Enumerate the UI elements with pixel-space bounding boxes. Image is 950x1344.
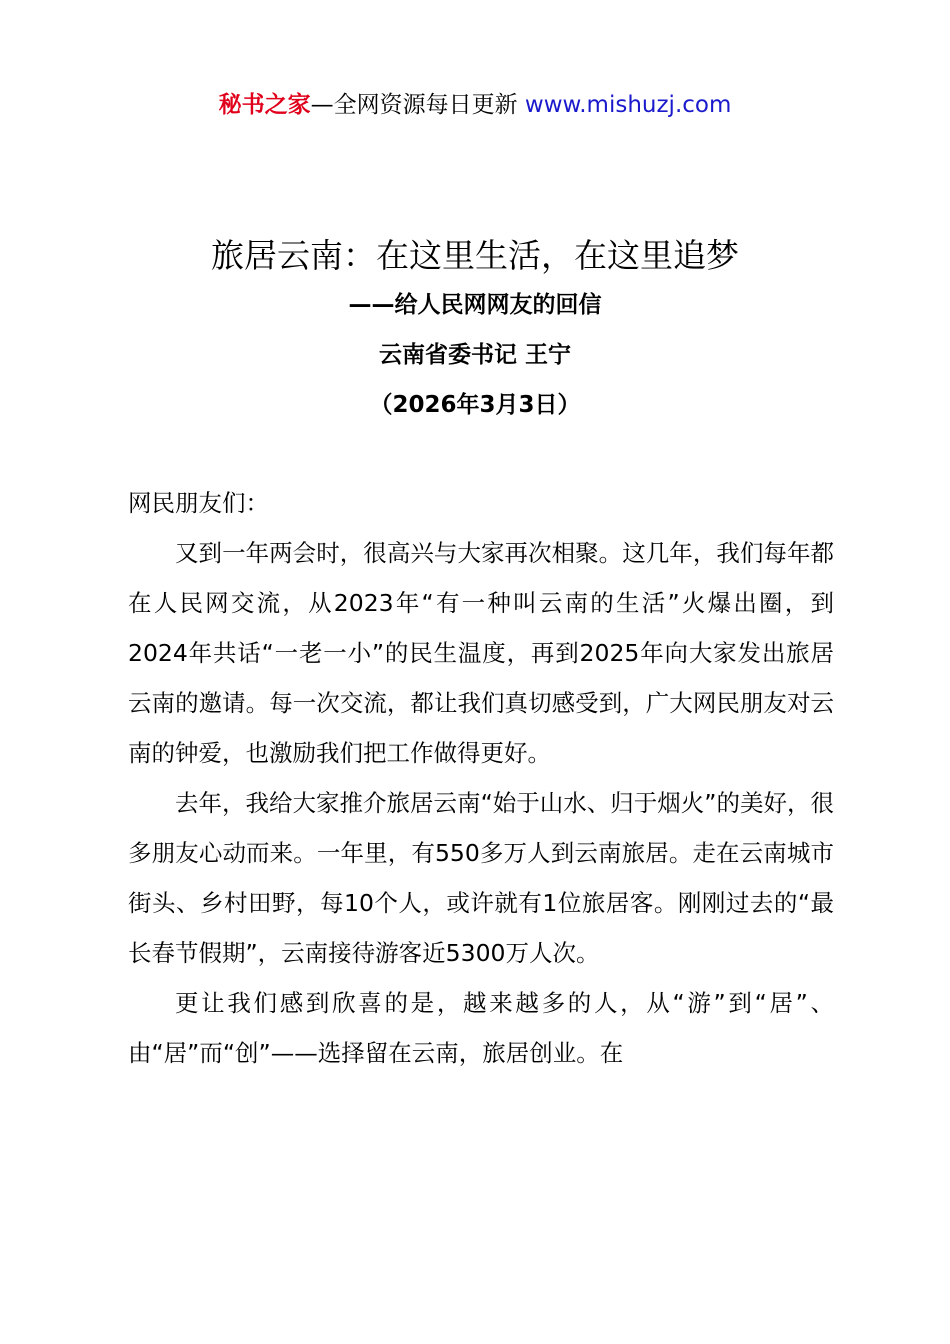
site-header (0, 88, 950, 122)
document-title: 旅居云南：在这里生活，在这里追梦 (211, 236, 739, 275)
header-slogan: —全网资源每日更新 (310, 92, 518, 118)
document-body (128, 528, 834, 1078)
document-author: 云南省委书记 王宁 (378, 342, 571, 368)
site-url[interactable]: www.mishuzj.com (524, 92, 732, 118)
paragraph-1: 又到一年两会时，很高兴与大家再次相聚。这几年，我们每年都在人民网交流，从2023年“有一种叫云南的生活”火爆出圈，到2024年共话“一老一小”的民生温度，再到2025年向大家发出旅居云南的邀请。每一次交流，都让我们真切感受到，广大网民朋友对云南的钟爱，也激励我们把工作做得更好。 (128, 539, 834, 767)
document-subtitle: ——给人民网网友的回信 (348, 292, 602, 318)
paragraph-3: 更让我们感到欣喜的是，越来越多的人，从“游”到“居”、由“居”而“创”——选择留在云南，旅居创业。在 (128, 989, 834, 1067)
document-date: （2026年3月3日） (369, 392, 581, 418)
paragraph-2: 去年，我给大家推介旅居云南“始于山水、归于烟火”的美好，很多朋友心动而来。一年里，有550多万人到云南旅居。走在云南城市街头、乡村田野，每10个人，或许就有1位旅居客。刚刚过去的“最长春节假期”，云南接待游客近5300万人次。 (128, 789, 834, 967)
brand-name: 秘书之家 (218, 92, 311, 118)
salutation: 网民朋友们： (128, 489, 269, 517)
